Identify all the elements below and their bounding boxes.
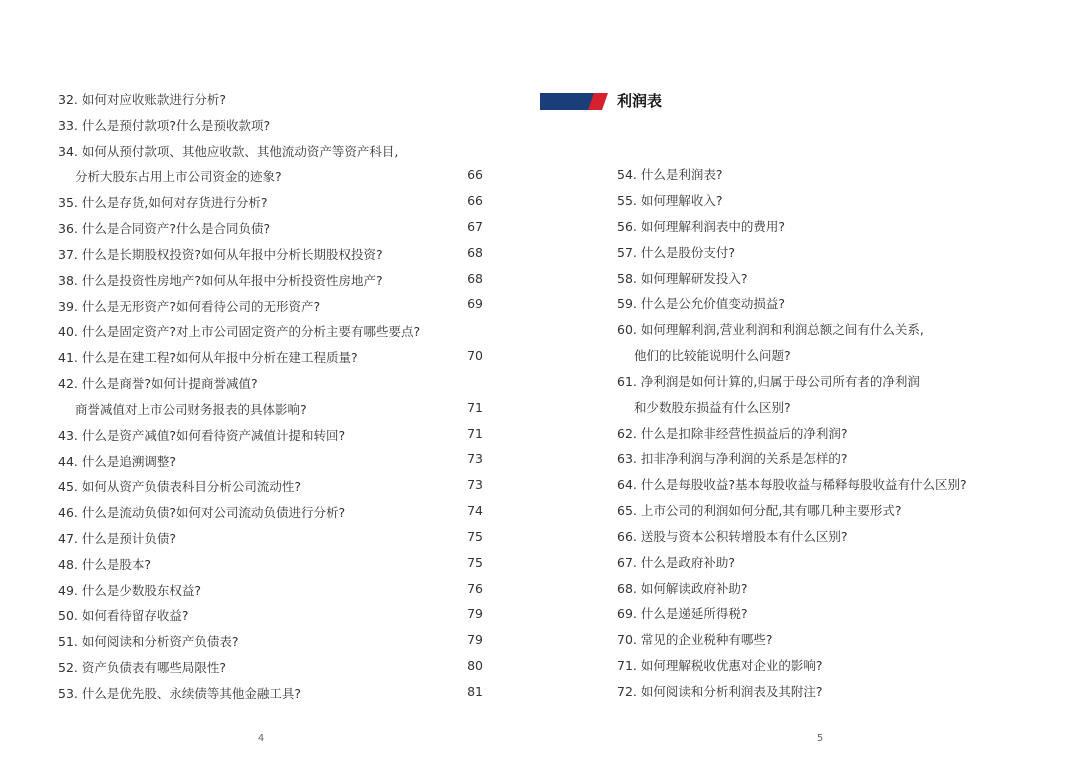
toc-entry-page: 75 <box>467 555 483 570</box>
toc-entry-text: 39. 什么是无形资产?如何看待公司的无形资产? <box>58 299 321 314</box>
toc-entry-text: 61. 净利润是如何计算的,归属于母公司所有者的净利润 <box>617 374 920 389</box>
toc-entry-page: 81 <box>467 684 483 699</box>
toc-entry-text: 48. 什么是股本? <box>58 557 151 572</box>
toc-entry-page: 79 <box>467 606 483 621</box>
toc-entry-text: 44. 什么是追溯调整? <box>58 454 176 469</box>
toc-entry-text: 55. 如何理解收入? <box>617 193 723 208</box>
toc-entry-text: 45. 如何从资产负债表科目分析公司流动性? <box>58 479 301 494</box>
toc-entry-text: 34. 如何从预付款项、其他应收款、其他流动资产等资产科目, <box>58 144 399 159</box>
toc-entry-text: 59. 什么是公允价值变动损益? <box>617 296 785 311</box>
toc-entry-text: 42. 什么是商誉?如何计提商誉减值? <box>58 376 258 391</box>
right-page <box>467 0 1080 782</box>
toc-entry-text: 47. 什么是预计负债? <box>58 531 176 546</box>
toc-entry-text: 35. 什么是存货,如何对存货进行分析? <box>58 195 268 210</box>
toc-entry-page: 66 <box>467 167 483 182</box>
toc-entry-text: 分析大股东占用上市公司资金的迹象? <box>75 169 282 184</box>
toc-entry-text: 40. 什么是固定资产?对上市公司固定资产的分析主要有哪些要点? <box>58 324 421 339</box>
toc-entry-page: 75 <box>467 529 483 544</box>
toc-entry-page: 66 <box>467 193 483 208</box>
toc-entry-text: 54. 什么是利润表? <box>617 167 723 182</box>
page-number: 4 <box>257 733 265 744</box>
toc-entry-text: 72. 如何阅读和分析利润表及其附注? <box>617 684 823 699</box>
toc-entry-text: 32. 如何对应收账款进行分析? <box>58 92 226 107</box>
toc-entry-text: 58. 如何理解研发投入? <box>617 271 748 286</box>
toc-entry-text: 68. 如何解读政府补助? <box>617 581 748 596</box>
toc-entry-text: 64. 什么是每股收益?基本每股收益与稀释每股收益有什么区别? <box>617 477 967 492</box>
toc-entry-page: 71 <box>467 400 483 415</box>
toc-entry-text: 67. 什么是政府补助? <box>617 555 735 570</box>
toc-entry-text: 52. 资产负债表有哪些局限性? <box>58 660 226 675</box>
toc-entry-text: 70. 常见的企业税种有哪些? <box>617 632 773 647</box>
toc-entry-page: 79 <box>467 632 483 647</box>
toc-entry-text: 65. 上市公司的利润如何分配,其有哪几种主要形式? <box>617 503 902 518</box>
toc-entry-page: 70 <box>467 348 483 363</box>
page-number: 5 <box>816 733 824 744</box>
toc-entry-text: 50. 如何看待留存收益? <box>58 608 189 623</box>
toc-entry-text: 56. 如何理解利润表中的费用? <box>617 219 785 234</box>
badge-blue-bar <box>540 93 596 110</box>
toc-entry-text: 63. 扣非净利润与净利润的关系是怎样的? <box>617 451 848 466</box>
toc-entry-page: 68 <box>467 245 483 260</box>
toc-entry-page: 74 <box>467 503 483 518</box>
toc-entry-text: 57. 什么是股份支付? <box>617 245 735 260</box>
section-title: 利润表 <box>617 92 663 110</box>
toc-entry-page: 73 <box>467 451 483 466</box>
toc-entry-page: 80 <box>467 658 483 673</box>
toc-entry-page: 69 <box>467 296 483 311</box>
toc-entry-text: 37. 什么是长期股权投资?如何从年报中分析长期股权投资? <box>58 247 383 262</box>
toc-entry-text: 51. 如何阅读和分析资产负债表? <box>58 634 239 649</box>
toc-entry-text: 71. 如何理解税收优惠对企业的影响? <box>617 658 823 673</box>
toc-entry-text: 53. 什么是优先股、永续债等其他金融工具? <box>58 686 301 701</box>
toc-entry-text: 69. 什么是递延所得税? <box>617 606 748 621</box>
toc-entry-text: 66. 送股与资本公积转增股本有什么区别? <box>617 529 848 544</box>
toc-entry-text: 46. 什么是流动负债?如何对公司流动负债进行分析? <box>58 505 346 520</box>
toc-entry-text: 60. 如何理解利润,营业利润和利润总额之间有什么关系, <box>617 322 924 337</box>
toc-entry-text: 和少数股东损益有什么区别? <box>634 400 791 415</box>
toc-entry-page: 73 <box>467 477 483 492</box>
toc-entry-text: 41. 什么是在建工程?如何从年报中分析在建工程质量? <box>58 350 358 365</box>
toc-entry-page: 68 <box>467 271 483 286</box>
toc-entry-text: 49. 什么是少数股东权益? <box>58 583 201 598</box>
toc-entry-text: 43. 什么是资产减值?如何看待资产减值计提和转回? <box>58 428 346 443</box>
toc-entry-text: 商誉减值对上市公司财务报表的具体影响? <box>75 402 307 417</box>
toc-entry-text: 33. 什么是预付款项?什么是预收款项? <box>58 118 271 133</box>
section-badge-icon <box>540 93 608 110</box>
toc-entry-text: 38. 什么是投资性房地产?如何从年报中分析投资性房地产? <box>58 273 383 288</box>
toc-entry-page: 71 <box>467 426 483 441</box>
toc-entry-text: 62. 什么是扣除非经营性损益后的净利润? <box>617 426 848 441</box>
toc-entry-page: 67 <box>467 219 483 234</box>
toc-entry-text: 他们的比较能说明什么问题? <box>634 348 791 363</box>
toc-entry-text: 36. 什么是合同资产?什么是合同负债? <box>58 221 271 236</box>
toc-entry-page: 76 <box>467 581 483 596</box>
